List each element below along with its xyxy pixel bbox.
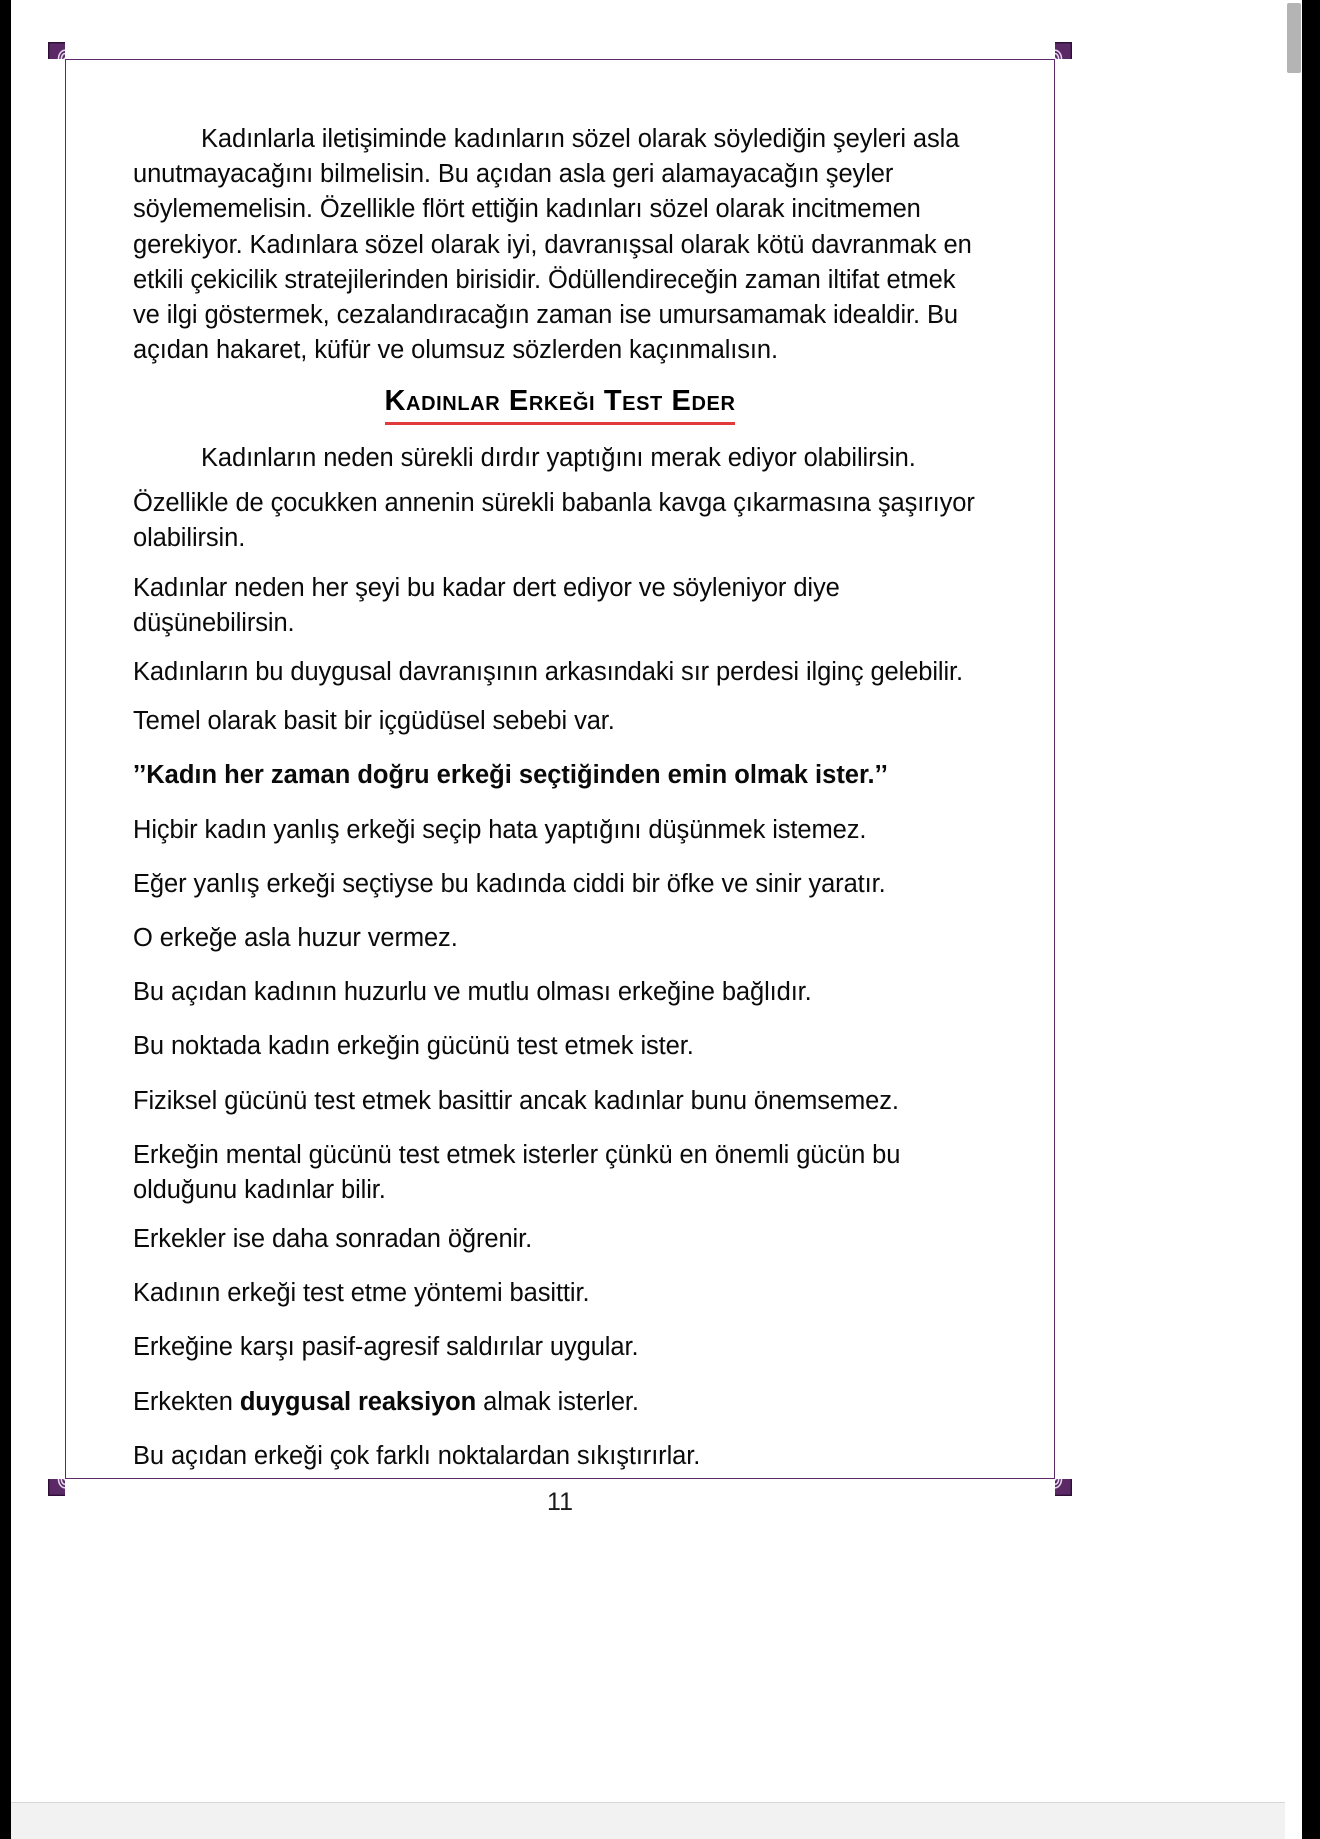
document-text-body <box>88 86 1032 1470</box>
paragraph-text-lead: Erkekten <box>133 1387 240 1416</box>
paragraph-text-tail: almak isterler. <box>476 1387 639 1416</box>
paragraph-emphasis: duygusal reaksiyon <box>239 1387 477 1416</box>
body-paragraph: Erkeğine karşı pasif-agresif saldırılar uygular. <box>133 1333 639 1362</box>
viewer-left-edge <box>0 0 11 1839</box>
vertical-scrollbar-track[interactable] <box>1285 0 1302 1839</box>
body-paragraph: Temel olarak basit bir içgüdüsel sebebi var. <box>133 707 615 736</box>
body-paragraph: Eğer yanlış erkeği seçtiyse bu kadında ciddi bir öfke ve sinir yaratır. <box>133 869 886 898</box>
section-heading <box>133 384 987 425</box>
vertical-scrollbar-thumb[interactable] <box>1287 3 1301 73</box>
body-paragraph: O erkeğe asla huzur vermez. <box>133 923 458 952</box>
body-paragraph: Kadınların bu duygusal davranışının arkasındaki sır perdesi ilginç gelebilir. <box>133 658 964 687</box>
section-heading-text: Kadınlar Erkeği Test Eder <box>385 384 736 425</box>
body-paragraph: Kadınlar neden her şeyi bu kadar dert ediyor ve söyleniyor diye düşünebilirsin. <box>133 573 840 637</box>
page-bottom-divider <box>11 1802 1302 1803</box>
body-paragraph: Kadınların neden sürekli dırdır yaptığını merak ediyor olabilirsin. <box>201 444 916 473</box>
body-paragraph: Bu açıdan kadının huzurlu ve mutlu olması erkeğine bağlıdır. <box>133 978 812 1007</box>
page-number: 11 <box>547 1488 573 1516</box>
body-paragraph: Bu açıdan erkeği çok farklı noktalardan sıkıştırırlar. <box>133 1441 701 1470</box>
intro-paragraph: Kadınlarla iletişiminde kadınların sözel olarak söylediğin şeyleri asla unutmayacağını bilmelisin. Bu açıdan asla geri alamayacağın şeyler söylememelisin. Özellikle flört ettiğin kadınları sözel olarak incitmemen gerekiyor. Kadınlara sözel olarak iyi, davranışsal olarak kötü davranmak en etkili çekicilik stratejilerinden birisidir. Ödüllendireceğin zaman iltifat etmek ve ilgi göstermek, cezalandıracağın zaman ise umursamamak idealdir. Bu açıdan hakaret, küfür ve olumsuz sözlerden kaçınmalısın. <box>133 125 972 365</box>
body-paragraph: Erkeğin mental gücünü test etmek isterler çünkü en önemli gücün bu olduğunu kadınlar bilir. <box>133 1140 901 1204</box>
body-paragraph: Kadının erkeği test etme yöntemi basittir. <box>133 1279 590 1308</box>
body-paragraph <box>133 1385 987 1420</box>
body-paragraph: Özellikle de çocukken annenin sürekli babanla kavga çıkarmasına şaşırıyor olabilirsin. <box>133 489 975 553</box>
viewer-right-edge <box>1302 0 1320 1839</box>
page-gap-area <box>11 1802 1302 1839</box>
body-paragraph: Fiziksel gücünü test etmek basittir ancak kadınlar bunu önemsemez. <box>133 1086 899 1115</box>
body-paragraph: Bu noktada kadın erkeğin gücünü test etmek ister. <box>133 1032 694 1061</box>
body-paragraph: Hiçbir kadın yanlış erkeği seçip hata yaptığını düşünmek istemez. <box>133 815 867 844</box>
quoted-statement: ’’Kadın her zaman doğru erkeği seçtiğinden emin olmak ister.’’ <box>133 761 888 790</box>
body-paragraph: Erkekler ise daha sonradan öğrenir. <box>133 1225 533 1254</box>
